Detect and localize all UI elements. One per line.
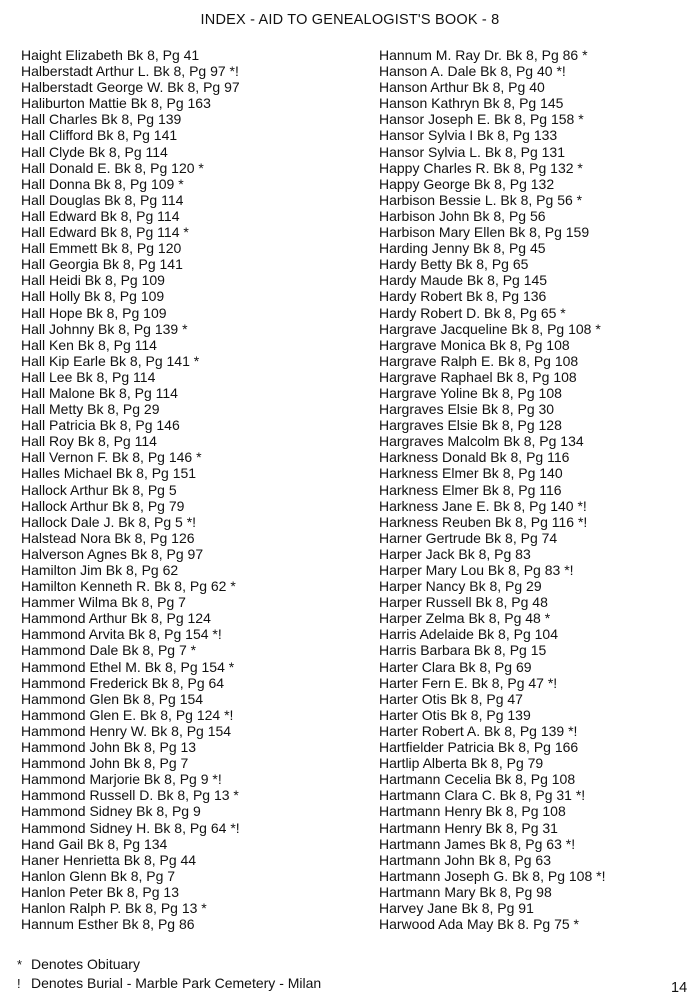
index-entry: Hanlon Glenn Bk 8, Pg 7 [21, 867, 176, 884]
index-entry: Hanson Kathryn Bk 8, Pg 145 [379, 95, 564, 112]
index-entry: Hall Donald E. Bk 8, Pg 120 * [21, 159, 204, 176]
index-entry: Hargraves Malcolm Bk 8, Pg 134 [379, 433, 584, 450]
index-entry: Hammond John Bk 8, Pg 7 [21, 755, 189, 772]
index-entry: Hammond John Bk 8, Pg 13 [21, 739, 197, 756]
index-entry: Hammond Sidney H. Bk 8, Pg 64 *! [21, 819, 240, 836]
index-entry: Hanson Arthur Bk 8, Pg 40 [379, 79, 545, 96]
index-entry: Hardy Betty Bk 8, Pg 65 [379, 256, 529, 273]
index-entry: Halles Michael Bk 8, Pg 151 [21, 465, 197, 482]
index-entry: Hall Donna Bk 8, Pg 109 * [21, 175, 184, 192]
index-entry: Hamilton Jim Bk 8, Pg 62 [21, 562, 179, 578]
index-entry: Happy George Bk 8, Pg 132 [379, 175, 555, 192]
index-entry: Haner Henrietta Bk 8, Pg 44 [21, 851, 197, 868]
index-entry: Hartmann Joseph G. Bk 8, Pg 108 *! [379, 867, 606, 884]
footnote-text: Denotes Obituary [31, 956, 140, 972]
index-entry: Hammond Glen E. Bk 8, Pg 124 *! [21, 706, 234, 723]
index-entry: Hanlon Peter Bk 8, Pg 13 [21, 883, 179, 900]
index-entry: Hall Kip Earle Bk 8, Pg 141 * [21, 352, 200, 369]
index-entry: Hall Georgia Bk 8, Pg 141 [21, 256, 183, 273]
index-entry: Hammond Arvita Bk 8, Pg 154 *! [21, 626, 222, 643]
index-entry: Hall Metty Bk 8, Pg 29 [21, 401, 160, 418]
index-entry: Harkness Jane E. Bk 8, Pg 140 *! [379, 497, 587, 514]
index-entry: Haight Elizabeth Bk 8, Pg 41 [21, 47, 200, 63]
index-entry: Harter Fern E. Bk 8, Pg 47 *! [379, 674, 558, 691]
index-entry: Hall Heidi Bk 8, Pg 109 [21, 272, 165, 289]
index-entry: Harkness Reuben Bk 8, Pg 116 *! [379, 513, 588, 530]
index-entry: Hardy Robert Bk 8, Pg 136 [379, 288, 547, 305]
index-entry: Haliburton Mattie Bk 8, Pg 163 [21, 95, 211, 112]
index-entry: Harner Gertrude Bk 8, Pg 74 [379, 529, 558, 546]
index-entry: Hall Ken Bk 8, Pg 114 [21, 336, 157, 353]
index-entry: Hartmann Henry Bk 8, Pg 108 [379, 803, 566, 820]
index-entry: Harbison Bessie L. Bk 8, Pg 56 * [379, 191, 583, 208]
index-entry: Harvey Jane Bk 8, Pg 91 [379, 899, 534, 916]
index-entry: Hartmann James Bk 8, Pg 63 *! [379, 835, 576, 852]
index-entry: Hargrave Yoline Bk 8, Pg 108 [379, 384, 562, 401]
index-entry: Hall Malone Bk 8, Pg 114 [21, 384, 178, 401]
footnote-obituary [17, 955, 321, 974]
page-title: INDEX - AID TO GENEALOGIST'S BOOK - 8 [200, 12, 500, 28]
index-entry: Hanlon Ralph P. Bk 8, Pg 13 * [21, 899, 207, 916]
index-entry: Hall Charles Bk 8, Pg 139 [21, 111, 182, 128]
index-entry: Harkness Elmer Bk 8, Pg 116 [379, 481, 562, 498]
index-entry: Hanson A. Dale Bk 8, Pg 40 *! [379, 63, 566, 80]
index-entry: Harbison John Bk 8, Pg 56 [379, 207, 546, 224]
index-entry: Hansor Joseph E. Bk 8, Pg 158 * [379, 111, 584, 128]
index-column-left [21, 47, 240, 932]
index-entry: Hartmann John Bk 8, Pg 63 [379, 851, 551, 868]
page-number: 14 [671, 980, 688, 996]
index-entry: Hall Holly Bk 8, Pg 109 [21, 288, 165, 305]
index-entry: Halberstadt George W. Bk 8, Pg 97 [21, 79, 240, 96]
index-entry: Hallock Dale J. Bk 8, Pg 5 *! [21, 513, 197, 530]
footnote-burial [17, 974, 321, 993]
index-entry: Hand Gail Bk 8, Pg 134 [21, 835, 168, 852]
index-entry: Hammond Frederick Bk 8, Pg 64 [21, 674, 225, 691]
index-entry: Harris Barbara Bk 8, Pg 15 [379, 642, 547, 659]
index-entry: Hannum M. Ray Dr. Bk 8, Pg 86 * [379, 47, 588, 63]
index-entry: Harter Clara Bk 8, Pg 69 [379, 658, 532, 675]
index-entry: Hardy Robert D. Bk 8, Pg 65 * [379, 304, 566, 321]
index-entry: Hargraves Elsie Bk 8, Pg 128 [379, 417, 562, 434]
index-entry: Hartmann Henry Bk 8, Pg 31 [379, 819, 558, 836]
index-entry: Hammond Ethel M. Bk 8, Pg 154 * [21, 658, 235, 675]
index-entry: Harper Russell Bk 8, Pg 48 [379, 594, 548, 611]
index-entry: Hargrave Raphael Bk 8, Pg 108 [379, 368, 577, 385]
index-entry: Halberstadt Arthur L. Bk 8, Pg 97 *! [21, 63, 239, 80]
index-entry: Hallock Arthur Bk 8, Pg 5 [21, 481, 177, 498]
index-entry: Hall Douglas Bk 8, Pg 114 [21, 191, 184, 208]
index-entry: Happy Charles R. Bk 8, Pg 132 * [379, 159, 583, 176]
index-entry: Hargraves Elsie Bk 8, Pg 30 [379, 401, 555, 418]
index-entry: Hall Emmett Bk 8, Pg 120 [21, 240, 182, 257]
index-entry: Hall Clifford Bk 8, Pg 141 [21, 127, 178, 144]
index-entry: Hall Vernon F. Bk 8, Pg 146 * [21, 449, 202, 466]
index-entry: Hall Roy Bk 8, Pg 114 [21, 433, 157, 450]
index-entry: Hammond Henry W. Bk 8, Pg 154 [21, 722, 232, 739]
index-entry: Hannum Esther Bk 8, Pg 86 [21, 916, 195, 933]
index-entry: Hammond Dale Bk 8, Pg 7 * [21, 642, 197, 659]
index-entry: Hall Johnny Bk 8, Pg 139 * [21, 320, 188, 337]
index-entry: Halstead Nora Bk 8, Pg 126 [21, 529, 195, 546]
index-entry: Hammond Glen Bk 8, Pg 154 [21, 690, 204, 707]
index-entry: Harter Otis Bk 8, Pg 139 [379, 706, 531, 723]
footnotes [17, 955, 321, 993]
index-entry: Hartfielder Patricia Bk 8, Pg 166 [379, 739, 579, 756]
index-entry: Halverson Agnes Bk 8, Pg 97 [21, 545, 204, 562]
index-entry: Hargrave Jacqueline Bk 8, Pg 108 * [379, 320, 601, 337]
index-entry: Hammond Russell D. Bk 8, Pg 13 * [21, 787, 239, 804]
index-entry: Hartmann Mary Bk 8, Pg 98 [379, 883, 552, 900]
index-entry: Hammond Sidney Bk 8, Pg 9 [21, 803, 201, 820]
index-entry: Harper Nancy Bk 8, Pg 29 [379, 578, 542, 595]
index-entry: Harper Zelma Bk 8, Pg 48 * [379, 610, 551, 627]
index-entry: Hartlip Alberta Bk 8, Pg 79 [379, 755, 544, 772]
index-entry: Harter Otis Bk 8, Pg 47 [379, 690, 523, 707]
index-entry: Hall Edward Bk 8, Pg 114 * [21, 224, 189, 241]
index-entry: Hall Lee Bk 8, Pg 114 [21, 368, 156, 385]
index-entry: Hammond Arthur Bk 8, Pg 124 [21, 610, 211, 627]
index-entry: Hall Edward Bk 8, Pg 114 [21, 207, 180, 224]
index-entry: Hammer Wilma Bk 8, Pg 7 [21, 594, 186, 611]
footnote-text: Denotes Burial - Marble Park Cemetery - Milan [31, 975, 322, 991]
index-entry: Harper Jack Bk 8, Pg 83 [379, 545, 531, 562]
index-entry: Harbison Mary Ellen Bk 8, Pg 159 [379, 224, 590, 241]
index-entry: Hall Hope Bk 8, Pg 109 [21, 304, 167, 321]
index-entry: Harwood Ada May Bk 8. Pg 75 * [379, 916, 579, 933]
index-entry: Hargrave Monica Bk 8, Pg 108 [379, 336, 570, 353]
index-entry: Harkness Donald Bk 8, Pg 116 [379, 449, 570, 466]
footnote-symbol: * [17, 957, 23, 972]
index-entry: Hansor Sylvia L. Bk 8, Pg 131 [379, 143, 565, 160]
index-entry: Hartmann Clara C. Bk 8, Pg 31 *! [379, 787, 586, 804]
footnote-symbol: ! [17, 976, 21, 991]
index-entry: Hansor Sylvia I Bk 8, Pg 133 [379, 127, 558, 144]
index-entry: Hardy Maude Bk 8, Pg 145 [379, 272, 548, 289]
index-entry: Hamilton Kenneth R. Bk 8, Pg 62 * [21, 578, 236, 595]
index-entry: Hall Patricia Bk 8, Pg 146 [21, 417, 180, 434]
index-column-right [379, 47, 605, 932]
index-entry: Hallock Arthur Bk 8, Pg 79 [21, 497, 185, 514]
index-entry: Hartmann Cecelia Bk 8, Pg 108 [379, 771, 576, 788]
index-entry: Harper Mary Lou Bk 8, Pg 83 *! [379, 562, 574, 578]
index-entry: Harris Adelaide Bk 8, Pg 104 [379, 626, 558, 643]
index-entry: Harding Jenny Bk 8, Pg 45 [379, 240, 546, 257]
index-entry: Hall Clyde Bk 8, Pg 114 [21, 143, 168, 160]
index-entry: Hargrave Ralph E. Bk 8, Pg 108 [379, 352, 579, 369]
index-entry: Hammond Marjorie Bk 8, Pg 9 *! [21, 771, 222, 788]
index-entry: Harter Robert A. Bk 8, Pg 139 *! [379, 722, 578, 739]
index-entry: Harkness Elmer Bk 8, Pg 140 [379, 465, 563, 482]
